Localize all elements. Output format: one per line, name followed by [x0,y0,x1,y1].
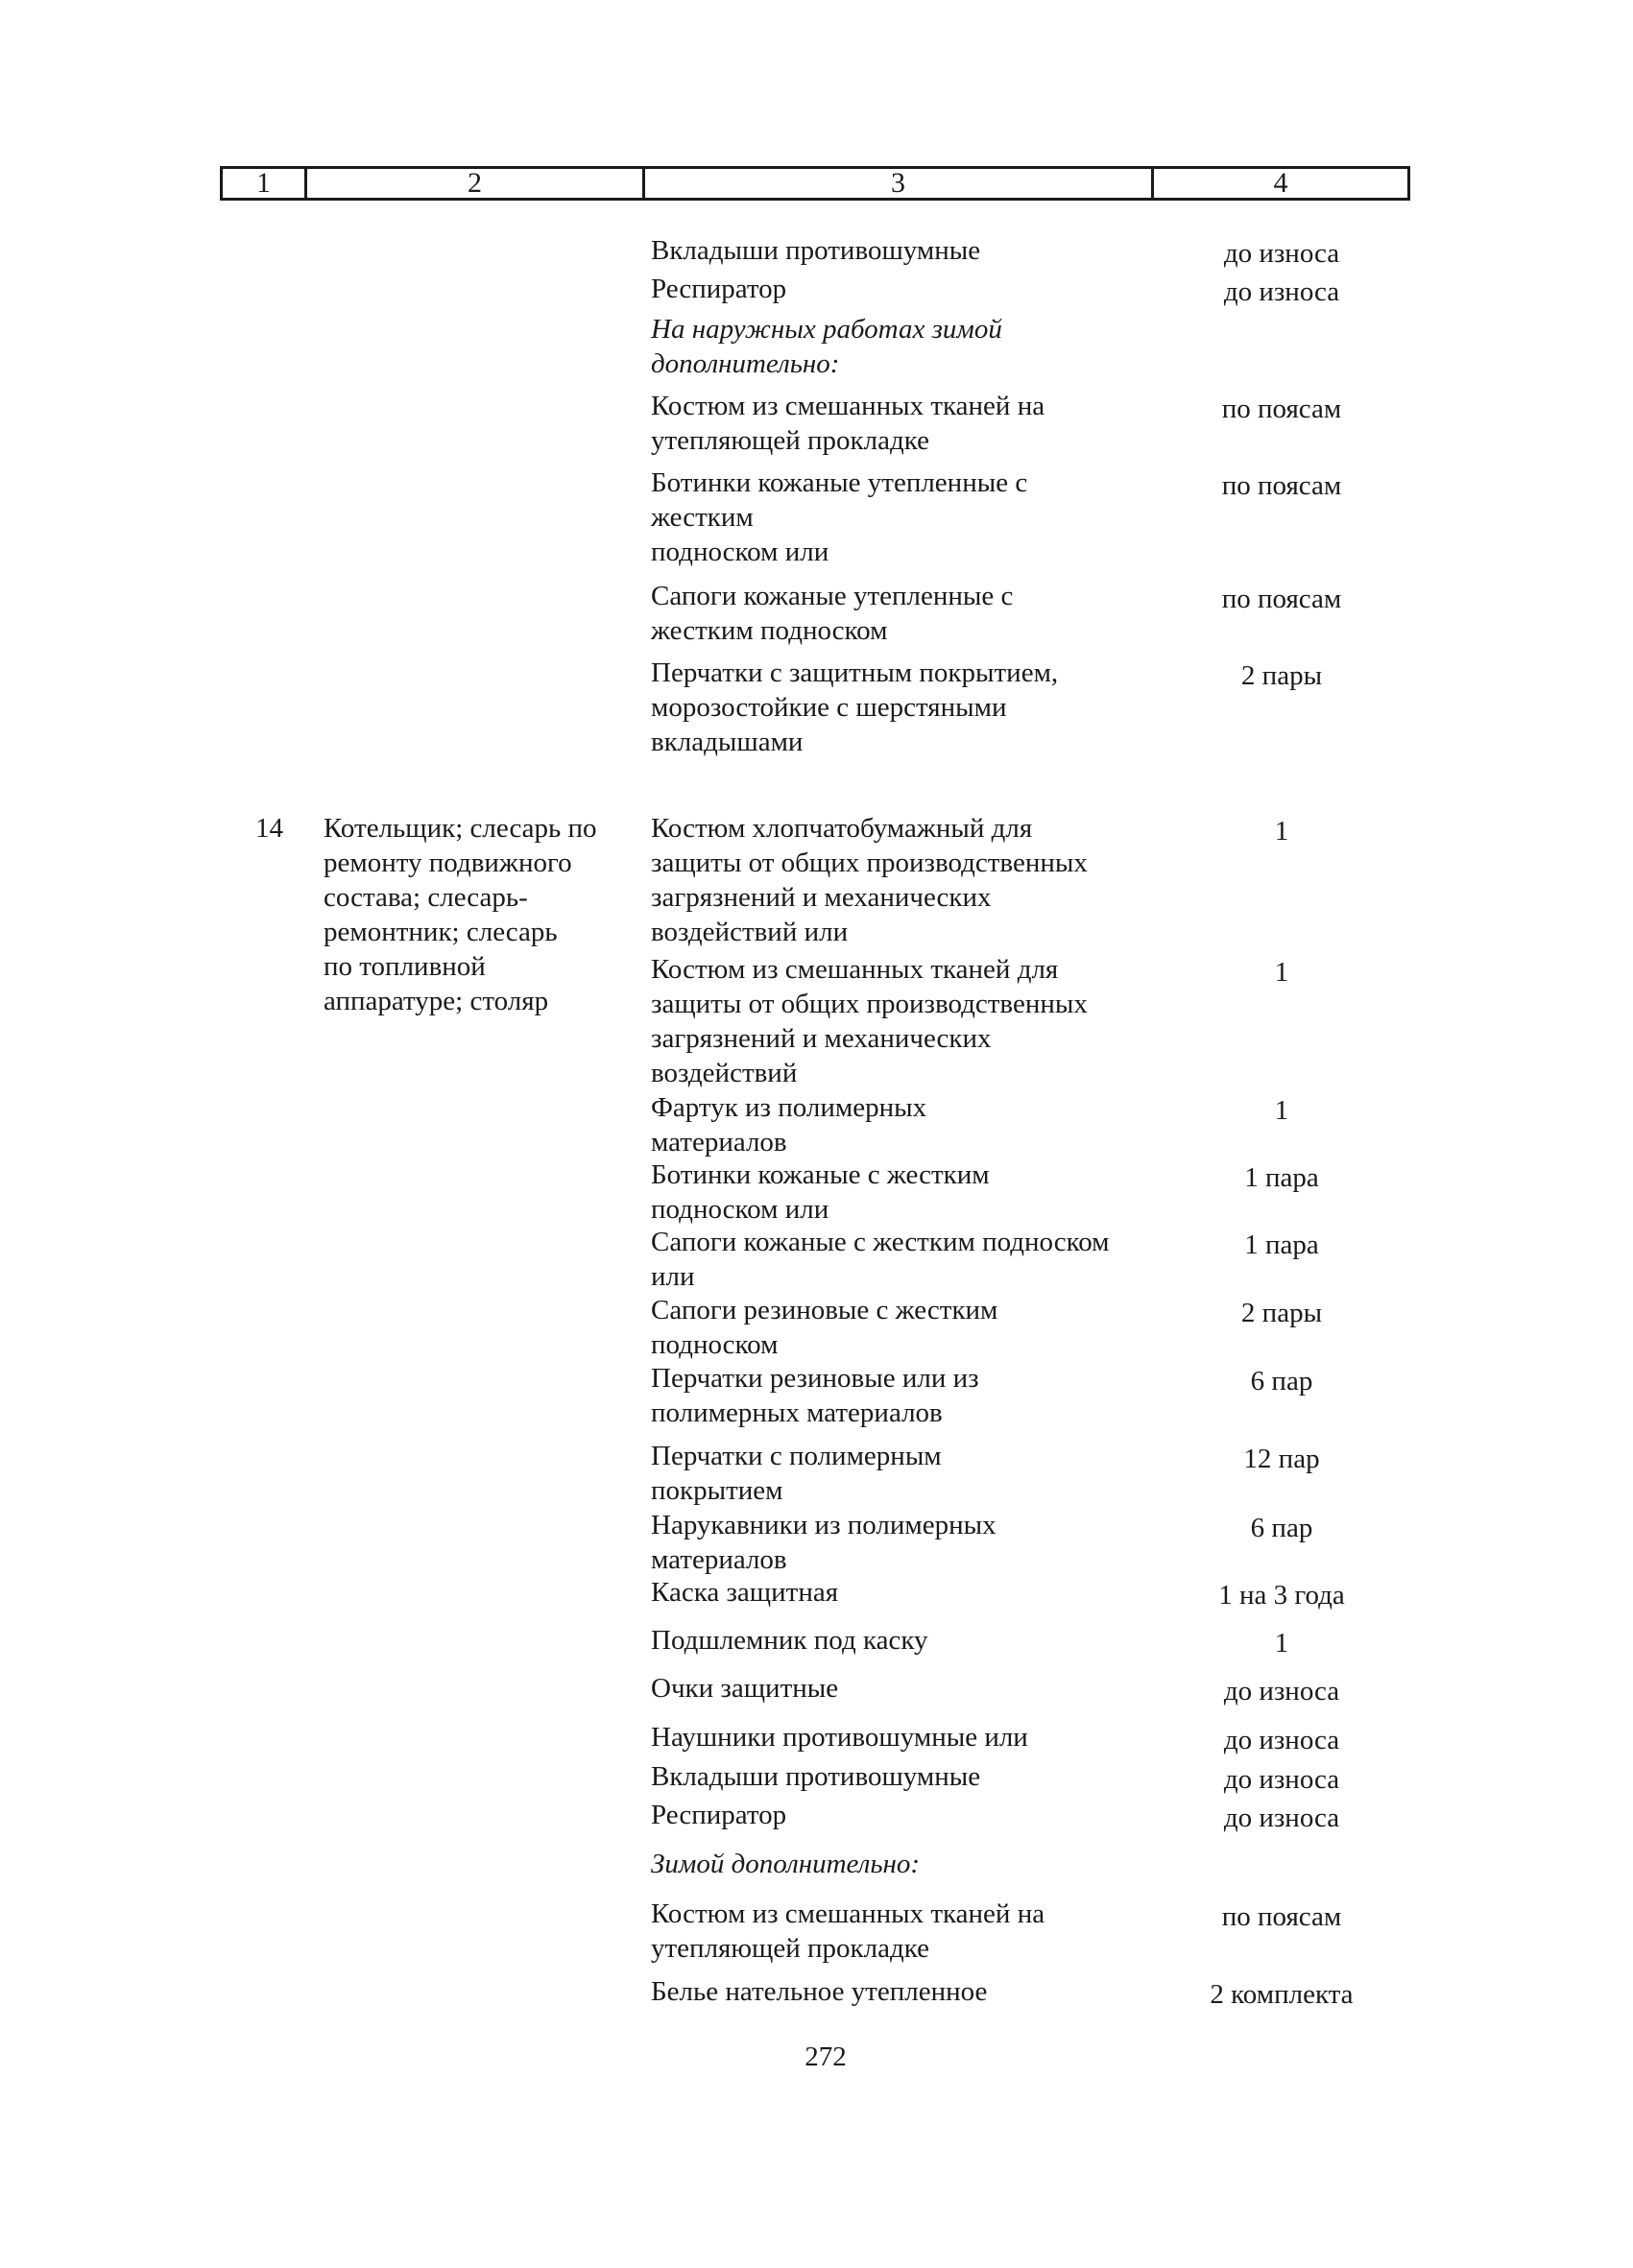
profession-text: Котельщик; слесарь по ремонту подвижного состава; слесарь- ремонтник; слесарь по топливной аппаратуре; столяр [324,813,597,1016]
header-col-4: 4 [1273,167,1288,199]
item-norm: по поясам [1221,1901,1342,1932]
item-text: Сапоги кожаные с жестким подноском или [651,1227,1110,1292]
item-norm: 1 [1274,1628,1289,1659]
item-norm: по поясам [1221,470,1342,501]
section-subheading: На наружных работах зимой дополнительно: [651,314,1002,379]
header-col-3: 3 [645,169,1154,198]
item-norm: 2 пары [1240,1298,1323,1328]
header-col-2: 2 [307,169,645,198]
item-norm: 12 пар [1243,1444,1320,1474]
item-text: Костюм хлопчатобумажный для защиты от общих производственных загрязнений и механических воздействий или [651,813,1088,947]
item-text: Фартук из полимерных материалов [651,1092,927,1158]
item-text: Перчатки резиновые или из полимерных материалов [651,1363,979,1428]
item-norm: до износа [1223,1725,1340,1755]
item-text: Ботинки кожаные утепленные с жестким подноском или [651,467,1028,567]
item-norm: до износа [1223,1802,1340,1833]
section-subheading: Зимой дополнительно: [651,1849,921,1879]
item-text: Белье нательное утепленное [651,1976,988,2007]
item-norm: 1 пара [1244,1162,1319,1193]
item-text: Каска защитная [651,1577,839,1608]
item-text: Перчатки с полимерным покрытием [651,1441,942,1506]
item-text: Наушники противошумные или [651,1722,1028,1753]
item-norm: 2 пары [1240,660,1323,691]
item-text: Респиратор [651,1800,787,1830]
item-norm: 6 пар [1250,1366,1313,1397]
item-text: Подшлемник под каску [651,1625,928,1656]
item-text: Костюм из смешанных тканей на утепляющей прокладке [651,1898,1045,1964]
item-norm: 1 пара [1244,1229,1319,1260]
item-norm: по поясам [1221,394,1342,424]
item-text: Вкладыши противошумные [651,235,981,266]
item-norm: 6 пар [1250,1513,1313,1543]
item-text: Костюм из смешанных тканей для защиты от общих производственных загрязнений и механических воздействий [651,954,1088,1088]
item-norm: до износа [1223,238,1340,269]
item-text: Ботинки кожаные с жестким подноском или [651,1159,990,1225]
item-norm: до износа [1223,1676,1340,1707]
item-norm: 1 [1274,1095,1289,1126]
item-text: Очки защитные [651,1673,839,1704]
page-number: 272 [804,2041,847,2072]
item-text: Сапоги кожаные утепленные с жестким подноском [651,581,1014,646]
item-text: Нарукавники из полимерных материалов [651,1510,997,1575]
item-norm: 1 на 3 года [1218,1580,1345,1611]
item-text: Костюм из смешанных тканей на утепляющей прокладке [651,391,1045,456]
item-norm: по поясам [1221,584,1342,614]
item-norm: 1 [1274,957,1289,988]
table-header [220,166,1410,201]
item-norm: 1 [1274,816,1289,847]
item-norm: до износа [1223,1764,1340,1795]
header-col-1: 1 [223,169,307,198]
item-text: Перчатки с защитным покрытием, морозостойкие с шерстяными вкладышами [651,657,1059,757]
item-text: Сапоги резиновые с жестким подноском [651,1295,998,1360]
item-text: Респиратор [651,274,787,304]
item-norm: 2 комплекта [1210,1979,1354,2010]
item-text: Вкладыши противошумные [651,1761,981,1792]
item-norm: до износа [1223,276,1340,307]
row-number: 14 [255,813,283,844]
